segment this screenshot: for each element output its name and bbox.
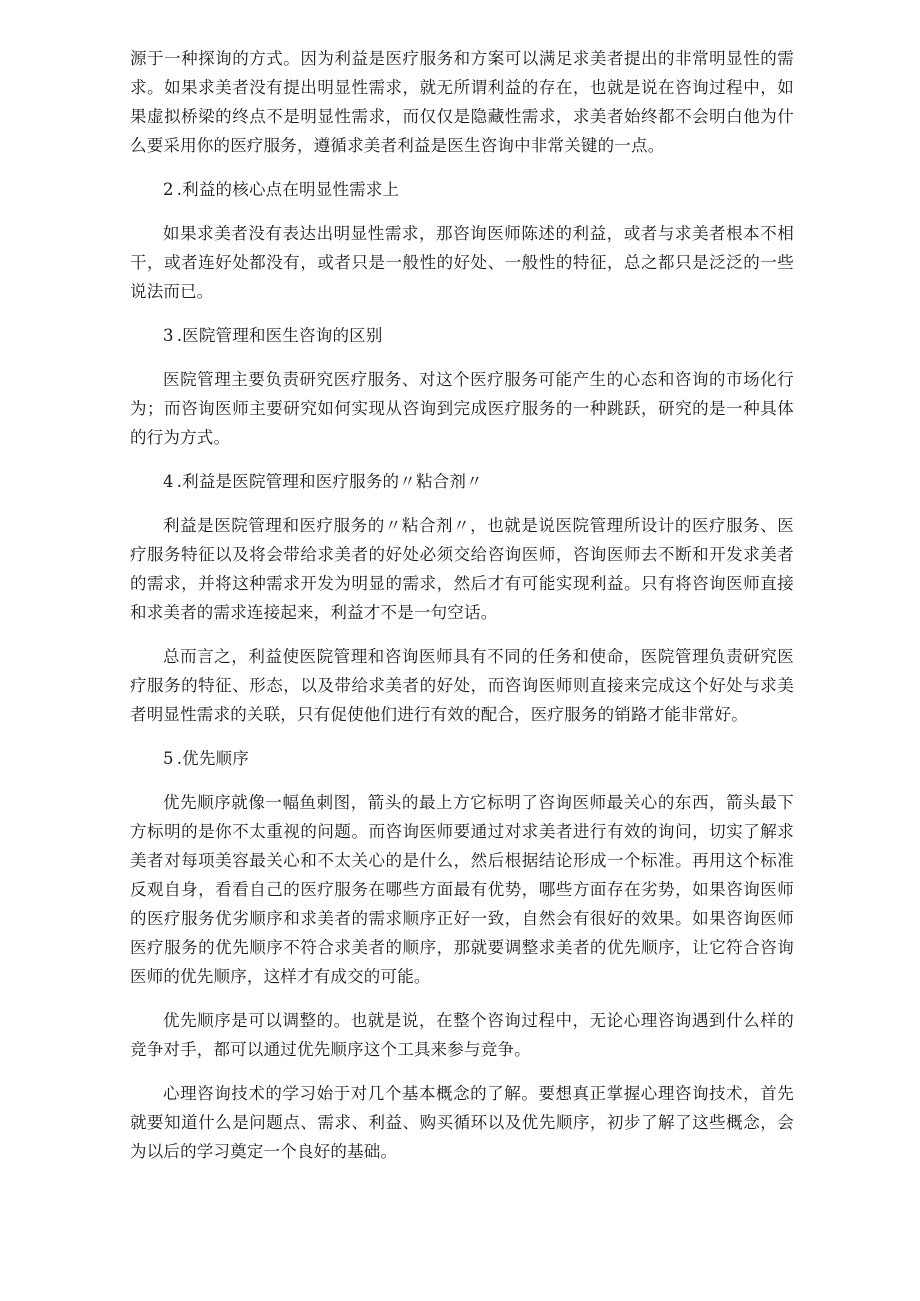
section-number: 3 [163, 326, 174, 345]
paragraph: 利益是医院管理和医疗服务的〃粘合剂〃，也就是说医院管理所设计的医疗服务、医疗服务特征以及将会带给求美者的好处必须交给咨询医师，咨询医师去不断和开发求美者的需求，并将这种需求开发为明显的需求，然后才有可能实现利益。只有将咨询医师直接和求美者的需求连接起来，利益才不是一句空话。 [130, 516, 794, 622]
document-page [130, 44, 794, 1181]
section-title: .优先顺序 [176, 749, 249, 768]
paragraph-intro: 源于一种探询的方式。因为利益是医疗服务和方案可以满足求美者提出的非常明显性的需求。如果求美者没有提出明显性需求，就无所谓利益的存在，也就是说在咨询过程中，如果虚拟桥梁的终点不是明显性需求，而仅仅是隐藏性需求，求美者始终都不会明白他为什么要采用你的医疗服务，遵循求美者利益是医生咨询中非常关键的一点。 [130, 49, 794, 155]
section-number: 2 [163, 180, 174, 199]
paragraph: 心理咨询技术的学习始于对几个基本概念的了解。要想真正掌握心理咨询技术，首先就要知道什么是问题点、需求、利益、购买循环以及优先顺序，初步了解了这些概念，会为以后的学习奠定一个良好的基础。 [130, 1084, 794, 1161]
section-heading-5 [130, 744, 794, 773]
section-number: 5 [163, 749, 174, 768]
section-heading-2 [130, 175, 794, 204]
paragraph: 如果求美者没有表达出明显性需求，那咨询医师陈述的利益，或者与求美者根本不相干，或者连好处都没有，或者只是一般性的好处、一般性的特征，总之都只是泛泛的一些说法而已。 [130, 224, 794, 301]
section-title: .医院管理和医生咨询的区别 [176, 326, 383, 345]
paragraph: 优先顺序是可以调整的。也就是说，在整个咨询过程中，无论心理咨询遇到什么样的竞争对手，都可以通过优先顺序这个工具来参与竞争。 [130, 1011, 794, 1059]
paragraph: 总而言之，利益使医院管理和咨询医师具有不同的任务和使命，医院管理负责研究医疗服务的特征、形态，以及带给求美者的好处，而咨询医师则直接来完成这个好处与求美者明显性需求的关联，只有促使他们进行有效的配合，医疗服务的销路才能非常好。 [130, 647, 794, 724]
section-title: .利益是医院管理和医疗服务的〃粘合剂〃 [176, 472, 483, 491]
section-number: 4 [163, 472, 174, 491]
section-heading-4 [130, 467, 794, 496]
section-title: .利益的核心点在明显性需求上 [176, 180, 400, 199]
paragraph: 优先顺序就像一幅鱼刺图，箭头的最上方它标明了咨询医师最关心的东西，箭头最下方标明的是你不太重视的问题。而咨询医师要通过对求美者进行有效的询问，切实了解求美者对每项美容最关心和不太关心的是什么，然后根据结论形成一个标准。再用这个标准反观自身，看看自己的医疗服务在哪些方面最有优势，哪些方面存在劣势，如果咨询医师的医疗服务优劣顺序和求美者的需求顺序正好一致，自然会有很好的效果。如果咨询医师医疗服务的优先顺序不符合求美者的顺序，那就要调整求美者的优先顺序，让它符合咨询医师的优先顺序，这样才有成交的可能。 [130, 793, 794, 986]
paragraph: 医院管理主要负责研究医疗服务、对这个医疗服务可能产生的心态和咨询的市场化行为；而咨询医师主要研究如何实现从咨询到完成医疗服务的一种跳跃，研究的是一种具体的行为方式。 [130, 370, 794, 447]
section-heading-3 [130, 321, 794, 350]
